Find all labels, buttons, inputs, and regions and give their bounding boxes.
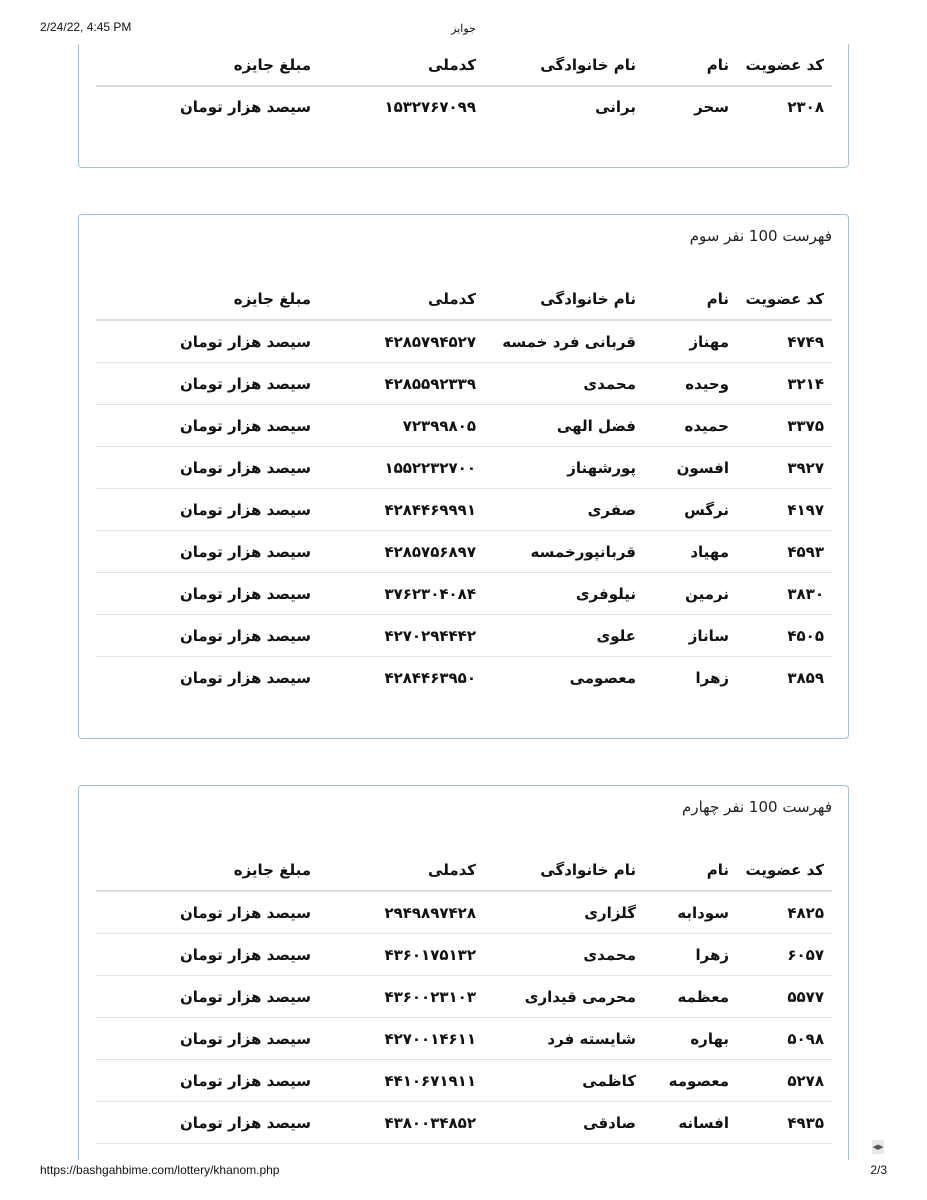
last-name: فضل الهی	[484, 405, 644, 447]
table-row	[96, 1102, 832, 1144]
table-row	[96, 657, 832, 699]
national-code: ۲۹۴۹۸۹۷۴۲۸	[319, 891, 484, 934]
table-row	[96, 447, 832, 489]
national-code: ۷۲۳۹۹۸۰۵	[319, 405, 484, 447]
national-code: ۴۳۶۰۱۷۵۱۳۲	[319, 934, 484, 976]
membership-code: ۵۰۹۸	[737, 1018, 832, 1060]
last-name: محمدی	[484, 934, 644, 976]
table-header-row	[96, 44, 832, 86]
first-name: سحر	[694, 98, 729, 116]
last-name: صفری	[484, 489, 644, 531]
last-name: نیلوفری	[484, 573, 644, 615]
column-header-last-name: نام خانوادگی	[484, 278, 644, 320]
table-row	[96, 363, 832, 405]
membership-code: ۵۲۷۸	[737, 1060, 832, 1102]
membership-code: ۳۲۱۴	[737, 363, 832, 405]
national-code: ۴۳۸۰۰۳۴۸۵۲	[319, 1102, 484, 1144]
membership-code: ۳۸۳۰	[737, 573, 832, 615]
table-row	[96, 86, 832, 127]
membership-code: ۴۹۳۵	[737, 1102, 832, 1144]
first-name: مهناز	[644, 320, 737, 363]
column-header-first-name: نام	[644, 44, 737, 86]
prize-amount: سیصد هزار تومان	[96, 573, 319, 615]
print-footer	[40, 1163, 887, 1179]
column-header-national-code: کدملی	[319, 278, 484, 320]
table-row	[96, 891, 832, 934]
last-name: پورشهناز	[484, 447, 644, 489]
national-code: ۴۲۷۰۰۱۴۶۱۱	[319, 1018, 484, 1060]
table-header-row	[96, 849, 832, 891]
table-row	[96, 320, 832, 363]
table-row	[96, 615, 832, 657]
last-name: قربانی فرد خمسه	[484, 320, 644, 363]
last-name: شایسته فرد	[484, 1018, 644, 1060]
winners-table	[96, 849, 832, 1144]
table-header-row	[96, 278, 832, 320]
column-header-national-code: کدملی	[319, 849, 484, 891]
last-name: محمدی	[484, 363, 644, 405]
first-name: نرمین	[644, 573, 737, 615]
first-name: مهیاد	[644, 531, 737, 573]
membership-code: ۳۸۵۹	[787, 668, 824, 687]
national-code: ۳۷۶۲۳۰۴۰۸۴	[319, 573, 484, 615]
first-name: افسون	[644, 447, 737, 489]
column-header-national-code: کدملی	[319, 44, 484, 86]
section-title: فهرست 100 نفر چهارم	[682, 798, 832, 816]
membership-code: ۴۸۲۵	[737, 891, 832, 934]
column-header-prize-amount: مبلغ جایزه	[96, 849, 319, 891]
prize-amount: سیصد هزار تومان	[179, 668, 311, 687]
first-name: بهاره	[644, 1018, 737, 1060]
winners-card-continued	[78, 44, 849, 168]
last-name: محرمی قیداری	[484, 976, 644, 1018]
national-code: ۴۲۸۵۷۹۴۵۲۷	[319, 320, 484, 363]
prize-amount: سیصد هزار تومان	[96, 1060, 319, 1102]
national-code: ۴۲۸۴۴۶۳۹۵۰	[384, 668, 476, 687]
first-name: وحیده	[644, 363, 737, 405]
last-name: کاظمی	[484, 1060, 644, 1102]
membership-code: ۵۵۷۷	[737, 976, 832, 1018]
prize-amount: سیصد هزار تومان	[96, 976, 319, 1018]
first-name: زهرا	[695, 668, 729, 687]
table-row	[96, 934, 832, 976]
table-row	[96, 1018, 832, 1060]
prize-amount: سیصد هزار تومان	[96, 1018, 319, 1060]
membership-code: ۴۵۹۳	[737, 531, 832, 573]
column-header-membership-code: کد عضویت	[737, 278, 832, 320]
scroll-arrows-icon[interactable]: ◀▶	[872, 1140, 884, 1154]
prize-amount: سیصد هزار تومان	[96, 447, 319, 489]
section-title: فهرست 100 نفر سوم	[689, 227, 832, 245]
prize-amount: سیصد هزار تومان	[96, 363, 319, 405]
national-code: ۴۳۶۰۰۲۳۱۰۳	[319, 976, 484, 1018]
prize-amount: سیصد هزار تومان	[96, 1102, 319, 1144]
column-header-membership-code: کد عضویت	[737, 849, 832, 891]
table-row	[96, 976, 832, 1018]
national-code: ۴۲۸۵۵۹۲۳۳۹	[319, 363, 484, 405]
prize-amount: سیصد هزار تومان	[96, 489, 319, 531]
table-row	[96, 489, 832, 531]
prize-amount: سیصد هزار تومان	[96, 531, 319, 573]
first-name: زهرا	[644, 934, 737, 976]
first-name: حمیده	[644, 405, 737, 447]
membership-code: ۴۷۴۹	[737, 320, 832, 363]
national-code: ۴۲۸۴۴۶۹۹۹۱	[319, 489, 484, 531]
column-header-membership-code: کد عضویت	[737, 44, 832, 86]
page-url: https://bashgahbime.com/lottery/khanom.php	[40, 1163, 280, 1177]
table-row	[96, 573, 832, 615]
column-header-last-name: نام خانوادگی	[484, 849, 644, 891]
winners-table	[96, 44, 832, 127]
winners-card-third-100	[78, 214, 849, 739]
prize-amount: سیصد هزار تومان	[96, 934, 319, 976]
last-name: برانی	[595, 98, 636, 116]
last-name: گلزاری	[484, 891, 644, 934]
prize-amount: سیصد هزار تومان	[96, 615, 319, 657]
table-row	[96, 531, 832, 573]
national-code: ۴۲۸۵۷۵۶۸۹۷	[319, 531, 484, 573]
national-code: ۴۲۷۰۲۹۴۴۴۲	[319, 615, 484, 657]
winners-card-fourth-100	[78, 785, 849, 1160]
membership-code: ۶۰۵۷	[737, 934, 832, 976]
column-header-prize-amount: مبلغ جایزه	[96, 278, 319, 320]
first-name: معظمه	[644, 976, 737, 1018]
table-row	[96, 405, 832, 447]
column-header-first-name: نام	[644, 278, 737, 320]
column-header-first-name: نام	[644, 849, 737, 891]
first-name: سودابه	[644, 891, 737, 934]
column-header-last-name: نام خانوادگی	[484, 44, 644, 86]
prize-amount: سیصد هزار تومان	[96, 405, 319, 447]
prize-amount: سیصد هزار تومان	[96, 320, 319, 363]
national-code: ۱۵۳۲۷۶۷۰۹۹	[384, 98, 476, 116]
last-name: معصومی	[569, 668, 636, 687]
prize-amount: سیصد هزار تومان	[179, 98, 311, 116]
print-date: 2/24/22, 4:45 PM	[40, 20, 132, 34]
first-name: نرگس	[644, 489, 737, 531]
membership-code: ۴۱۹۷	[737, 489, 832, 531]
winners-table	[96, 278, 832, 698]
membership-code: ۲۳۰۸	[787, 98, 824, 116]
membership-code: ۴۵۰۵	[737, 615, 832, 657]
first-name: ساناز	[644, 615, 737, 657]
column-header-prize-amount: مبلغ جایزه	[96, 44, 319, 86]
membership-code: ۳۳۷۵	[737, 405, 832, 447]
first-name: افسانه	[644, 1102, 737, 1144]
page-number: 2/3	[870, 1163, 887, 1177]
last-name: صادقی	[484, 1102, 644, 1144]
prize-amount: سیصد هزار تومان	[96, 891, 319, 934]
membership-code: ۳۹۲۷	[737, 447, 832, 489]
national-code: ۴۴۱۰۶۷۱۹۱۱	[319, 1060, 484, 1102]
document-title: جوایز	[451, 23, 476, 35]
national-code: ۱۵۵۲۲۳۲۷۰۰	[319, 447, 484, 489]
last-name: علوی	[484, 615, 644, 657]
table-row	[96, 1060, 832, 1102]
last-name: قربانپورخمسه	[484, 531, 644, 573]
print-header	[40, 20, 887, 36]
first-name: معصومه	[644, 1060, 737, 1102]
